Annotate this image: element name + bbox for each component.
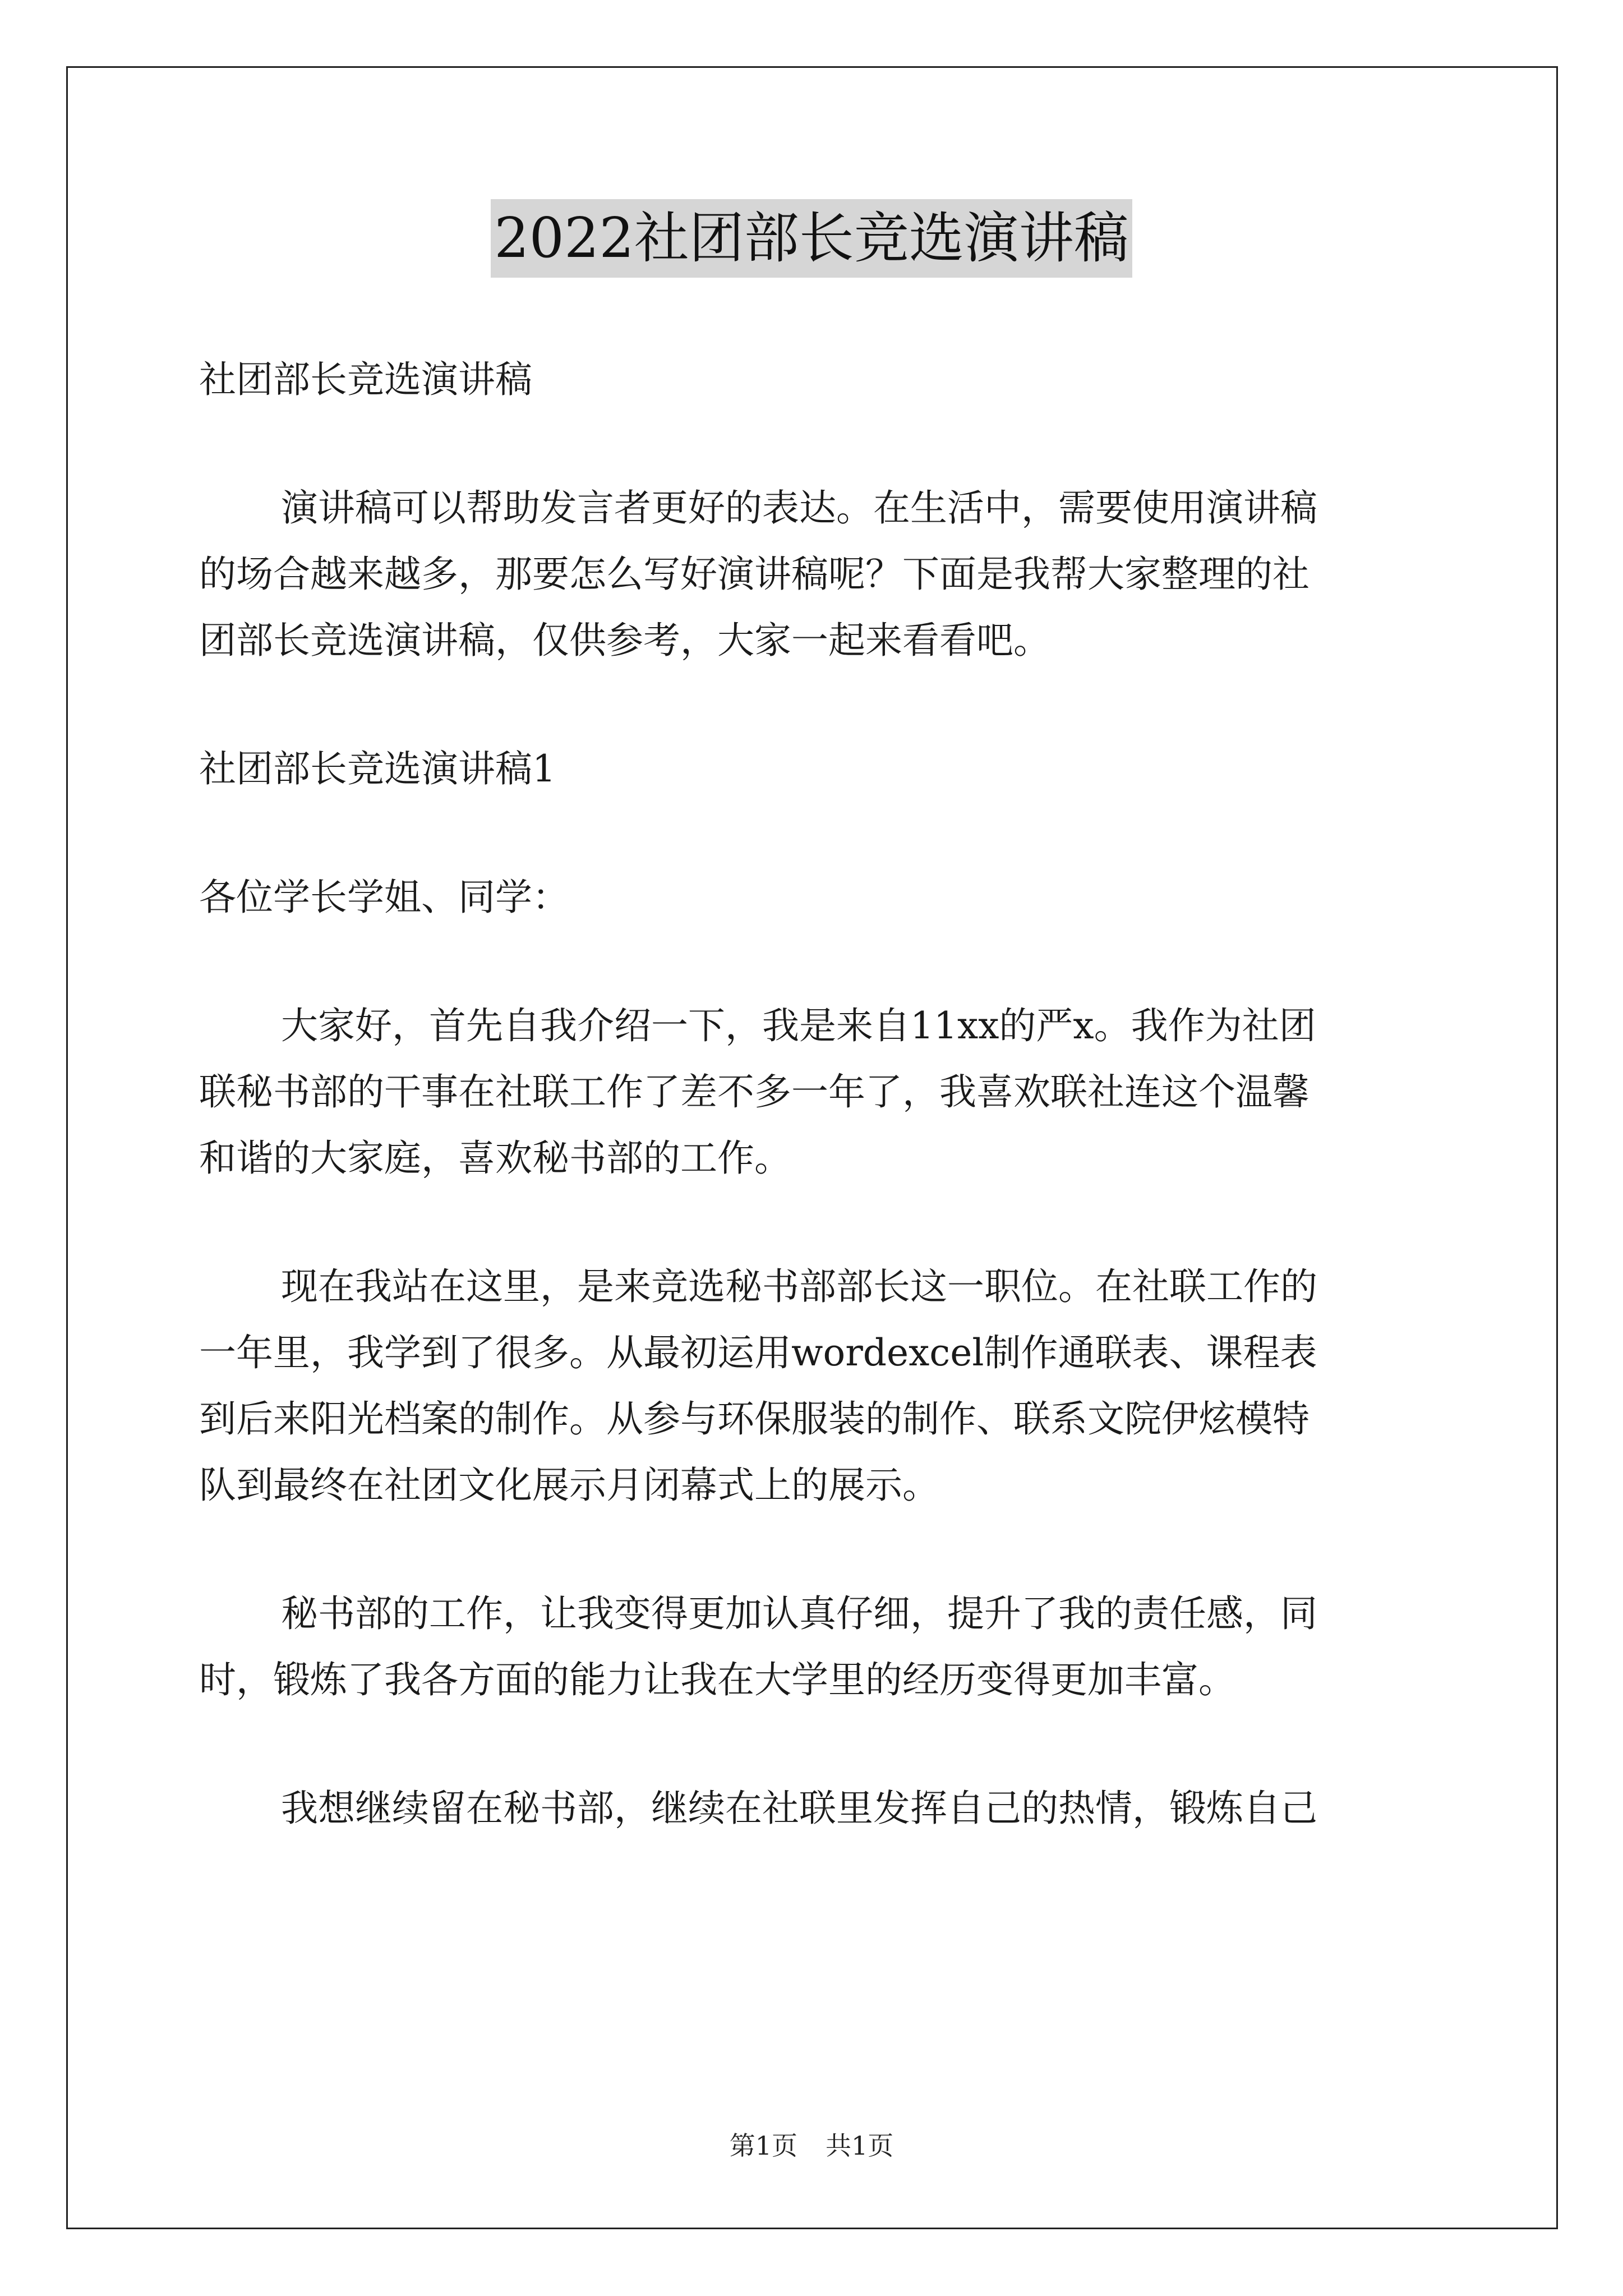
text-line: 和谐的大家庭，喜欢秘书部的工作。 — [199, 1137, 791, 1180]
page-number: 第1页 — [729, 2131, 797, 2161]
document-title: 2022社团部长竞选演讲稿 — [491, 199, 1132, 278]
page-footer — [0, 2129, 1623, 2162]
document-body — [199, 347, 1433, 1904]
text-line: 演讲稿可以帮助发言者更好的表达。在生活中，需要使用演讲稿 — [281, 486, 1317, 530]
text-line: 社团部长竞选演讲稿 — [199, 358, 532, 401]
heading-line — [199, 347, 1433, 413]
text-line: 现在我站在这里，是来竞选秘书部部长这一职位。在社联工作的 — [281, 1265, 1317, 1308]
text-line: 的场合越来越多，那要怎么写好演讲稿呢？下面是我帮大家整理的社 — [199, 553, 1310, 596]
title-container — [0, 199, 1623, 278]
heading-line — [199, 864, 1433, 931]
text-line: 时，锻炼了我各方面的能力让我在大学里的经历变得更加丰富。 — [199, 1658, 1235, 1701]
body-paragraph — [199, 475, 1433, 674]
text-line: 团部长竞选演讲稿，仅供参考，大家一起来看看吧。 — [199, 619, 1050, 662]
body-paragraph — [199, 993, 1433, 1191]
heading-line — [199, 736, 1433, 802]
text-line: 队到最终在社团文化展示月闭幕式上的展示。 — [199, 1464, 939, 1507]
text-line: 联秘书部的干事在社联工作了差不多一年了，我喜欢联社连这个温馨 — [199, 1070, 1310, 1114]
body-paragraph — [199, 1254, 1433, 1519]
text-line: 一年里，我学到了很多。从最初运用wordexcel制作通联表、课程表 — [199, 1331, 1317, 1374]
text-line: 各位学长学姐、同学： — [199, 876, 569, 919]
page-total: 共1页 — [826, 2131, 894, 2161]
text-line: 大家好，首先自我介绍一下，我是来自11xx的严x。我作为社团 — [281, 1004, 1316, 1047]
text-line: 社团部长竞选演讲稿1 — [199, 747, 556, 790]
body-paragraph — [199, 1581, 1433, 1713]
text-line: 到后来阳光档案的制作。从参与环保服装的制作、联系文院伊炫模特 — [199, 1397, 1310, 1441]
text-line: 秘书部的工作，让我变得更加认真仔细，提升了我的责任感，同 — [281, 1592, 1317, 1635]
text-line: 我想继续留在秘书部，继续在社联里发挥自己的热情，锻炼自己 — [281, 1787, 1317, 1830]
body-paragraph — [199, 1775, 1433, 1842]
